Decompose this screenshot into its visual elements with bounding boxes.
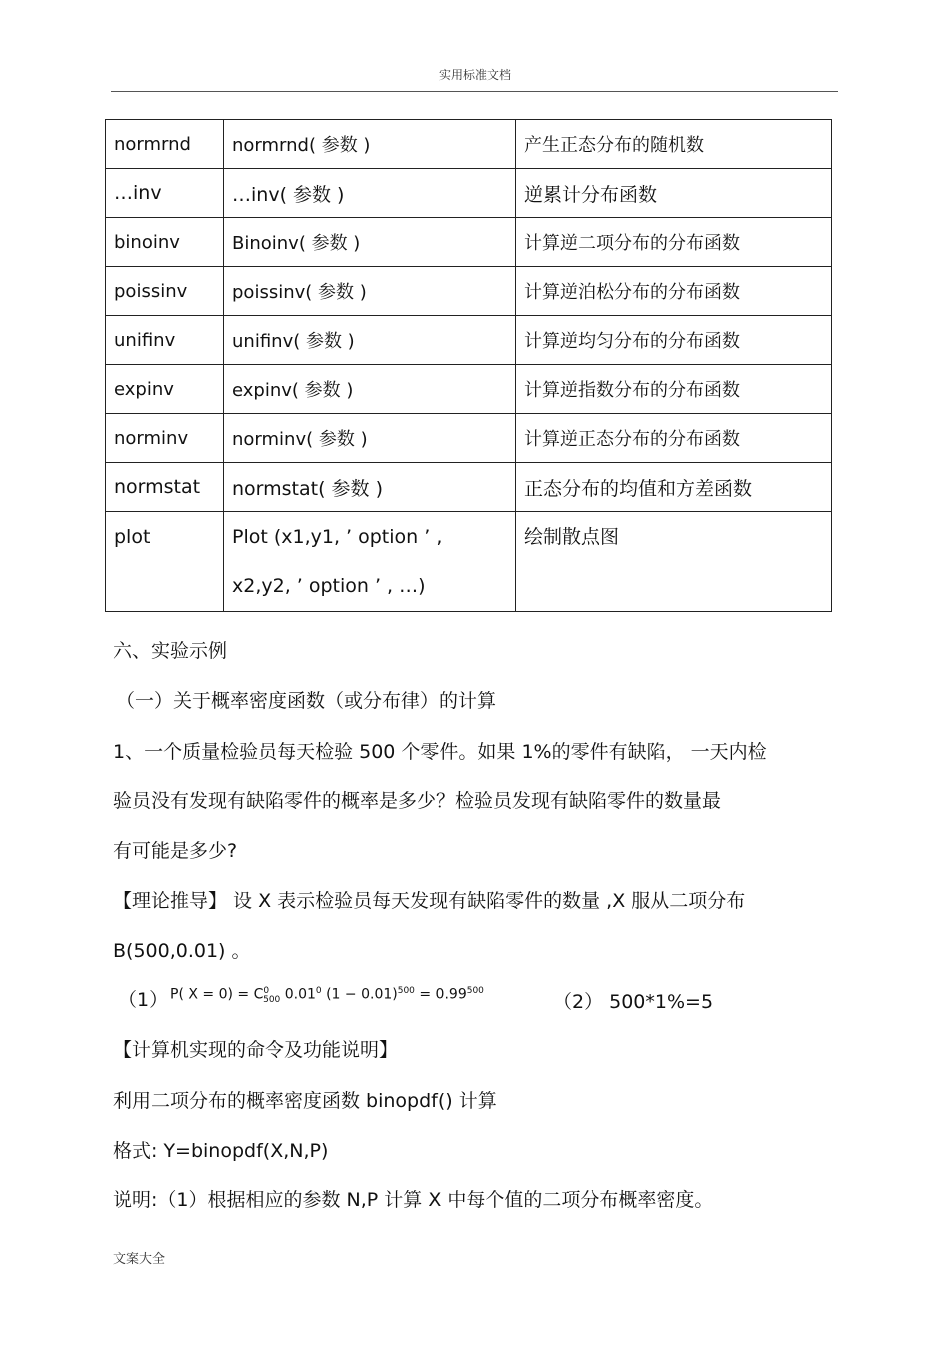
table-row <box>106 365 832 414</box>
func-usage: …inv( 参数 ) <box>224 169 516 218</box>
theory-text: 【理论推导】 设 X 表示检验员每天发现有缺陷零件的数量 ,X 服从二项分布 <box>113 890 746 912</box>
table-row <box>106 316 832 365</box>
theory-text: B(500,0.01) 。 <box>113 940 251 962</box>
func-name: normrnd <box>106 120 224 169</box>
func-name: unifinv <box>106 316 224 365</box>
func-desc: 绘制散点图 <box>516 512 832 612</box>
func-usage: unifinv( 参数 ) <box>224 316 516 365</box>
func-desc: 计算逆均匀分布的分布函数 <box>516 316 832 365</box>
func-usage: expinv( 参数 ) <box>224 365 516 414</box>
func-desc: 产生正态分布的随机数 <box>516 120 832 169</box>
func-desc: 计算逆指数分布的分布函数 <box>516 365 832 414</box>
func-desc: 逆累计分布函数 <box>516 169 832 218</box>
func-name: normstat <box>106 463 224 512</box>
page-header: 实用标准文档 <box>438 68 511 82</box>
table-row <box>106 267 832 316</box>
probability-formula: P( $X = 0) = C^0_{500}$ 0.01$^0$ $(1 - 0.01)^{500} = 0.99^{500}$ <box>170 986 484 1006</box>
func-name: expinv <box>106 365 224 414</box>
formula-result: （2） 500*1%=5 <box>553 991 714 1013</box>
table-row <box>106 218 832 267</box>
func-usage <box>224 512 516 612</box>
func-name: poissinv <box>106 267 224 316</box>
func-name: binoinv <box>106 218 224 267</box>
table-row <box>106 169 832 218</box>
table-row <box>106 414 832 463</box>
table-row <box>106 120 832 169</box>
function-table <box>105 119 832 612</box>
func-desc: 计算逆正态分布的分布函数 <box>516 414 832 463</box>
func-usage: Binoinv( 参数 ) <box>224 218 516 267</box>
table-row <box>106 463 832 512</box>
page-footer: 文案大全 <box>113 1252 166 1267</box>
func-desc: 计算逆二项分布的分布函数 <box>516 218 832 267</box>
func-usage: norminv( 参数 ) <box>224 414 516 463</box>
subsection-heading: 【计算机实现的命令及功能说明】 <box>113 1039 399 1061</box>
paragraph-text: 说明:（1）根据相应的参数 N,P 计算 X 中每个值的二项分布概率密度。 <box>113 1189 714 1211</box>
func-usage: poissinv( 参数 ) <box>224 267 516 316</box>
formula-label: （1） <box>118 989 169 1011</box>
section-heading: 六、实验示例 <box>113 640 228 662</box>
func-desc: 计算逆泊松分布的分布函数 <box>516 267 832 316</box>
formula-text: P( X = 0) = C <box>170 986 264 1003</box>
paragraph-text: 格式: Y=binopdf(X,N,P) <box>113 1140 329 1162</box>
question-text: 1、一个质量检验员每天检验 500 个零件。如果 1%的零件有缺陷， 一天内检 <box>113 741 767 763</box>
table-row <box>106 512 832 612</box>
func-name: plot <box>106 512 224 612</box>
subsection-heading: （一）关于概率密度函数（或分布律）的计算 <box>116 690 497 712</box>
paragraph-text: 利用二项分布的概率密度函数 binopdf() 计算 <box>113 1090 497 1112</box>
func-usage-line: x2,y2, ’ option ’ , …) <box>232 574 426 597</box>
question-text: 有可能是多少? <box>113 840 238 862</box>
func-name: …inv <box>106 169 224 218</box>
header-rule <box>111 91 838 92</box>
func-name: norminv <box>106 414 224 463</box>
func-usage: normrnd( 参数 ) <box>224 120 516 169</box>
func-usage: normstat( 参数 ) <box>224 463 516 512</box>
question-text: 验员没有发现有缺陷零件的概率是多少？检验员发现有缺陷零件的数量最 <box>113 790 722 812</box>
func-desc: 正态分布的均值和方差函数 <box>516 463 832 512</box>
func-usage-line: Plot (x1,y1, ’ option ’ , <box>232 525 443 548</box>
